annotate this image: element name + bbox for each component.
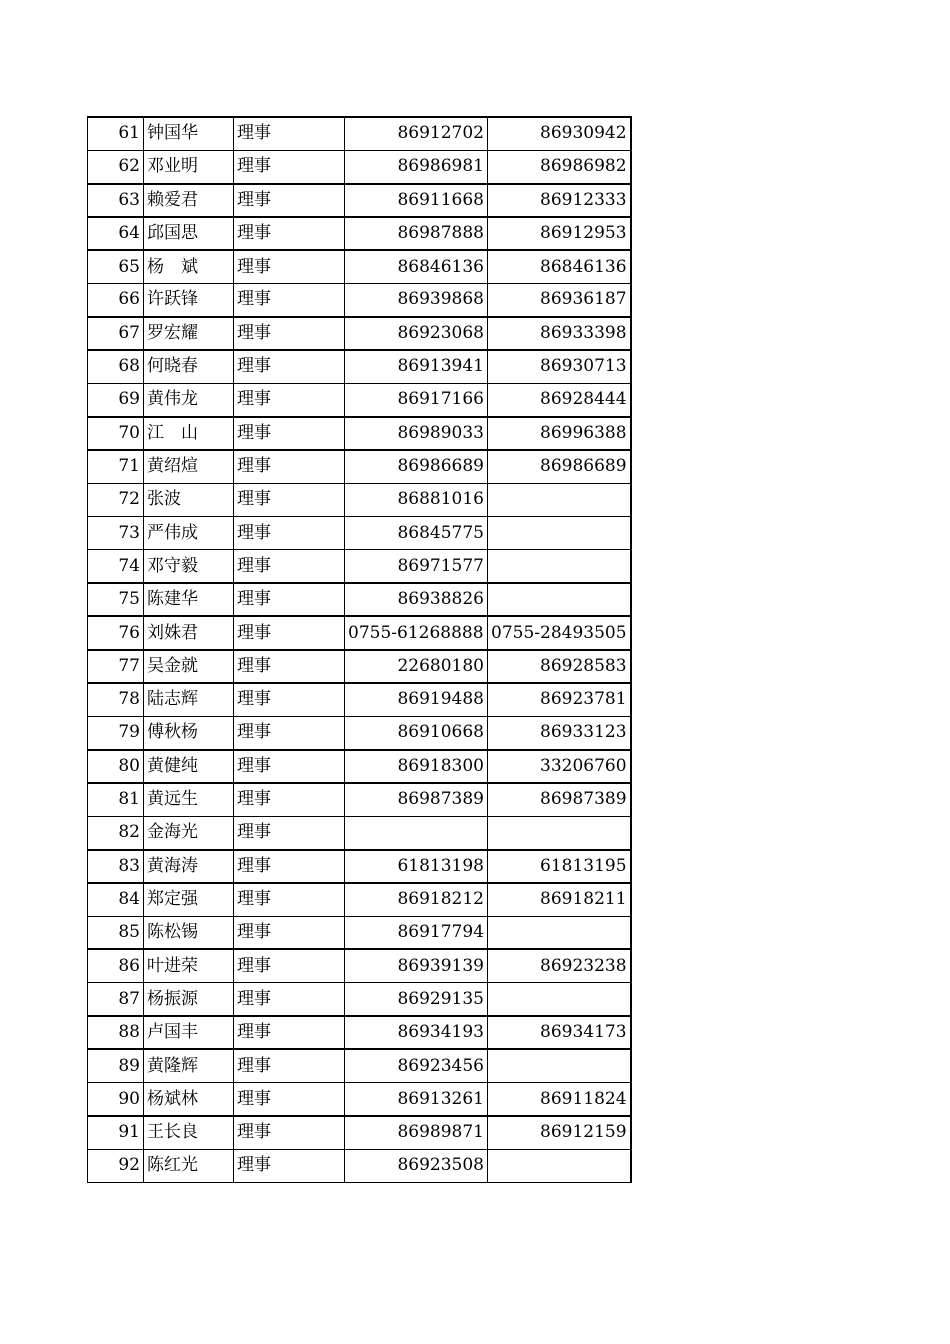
table-row [88, 217, 631, 250]
table-row [88, 583, 631, 616]
table-row [88, 450, 631, 483]
member-role-cell: 理事 [234, 1049, 345, 1082]
member-name-cell: 陈红光 [144, 1149, 234, 1182]
phone-secondary-cell: 86930713 [488, 350, 631, 383]
member-role-cell: 理事 [234, 317, 345, 350]
member-role-cell: 理事 [234, 417, 345, 450]
row-number-cell: 67 [88, 317, 144, 350]
row-number-cell: 72 [88, 483, 144, 516]
phone-primary-cell: 86923456 [345, 1049, 488, 1082]
table-row [88, 383, 631, 416]
phone-secondary-cell: 86936187 [488, 283, 631, 316]
table-row [88, 683, 631, 716]
row-number-cell: 78 [88, 683, 144, 716]
phone-secondary-cell: 86986982 [488, 150, 631, 183]
row-number-cell: 83 [88, 850, 144, 883]
table-row [88, 816, 631, 849]
row-number-cell: 82 [88, 816, 144, 849]
table-row [88, 350, 631, 383]
row-number-cell: 65 [88, 250, 144, 283]
member-role-cell: 理事 [234, 750, 345, 783]
member-name-cell: 黄远生 [144, 783, 234, 816]
phone-primary-cell: 86939868 [345, 283, 488, 316]
phone-secondary-cell: 86912333 [488, 184, 631, 217]
table-row [88, 1116, 631, 1149]
member-role-cell: 理事 [234, 1149, 345, 1182]
phone-secondary-cell [488, 983, 631, 1016]
phone-primary-cell: 86986689 [345, 450, 488, 483]
member-role-cell: 理事 [234, 650, 345, 683]
member-role-cell: 理事 [234, 583, 345, 616]
phone-secondary-cell [488, 916, 631, 949]
member-name-cell: 杨振源 [144, 983, 234, 1016]
table-row [88, 550, 631, 583]
member-name-cell: 叶进荣 [144, 949, 234, 982]
phone-primary-cell: 86913941 [345, 350, 488, 383]
phone-secondary-cell: 86911824 [488, 1083, 631, 1116]
phone-primary-cell: 86917794 [345, 916, 488, 949]
table-row [88, 949, 631, 982]
member-name-cell: 黄海涛 [144, 850, 234, 883]
phone-primary-cell: 22680180 [345, 650, 488, 683]
member-role-cell: 理事 [234, 550, 345, 583]
member-name-cell: 卢国丰 [144, 1016, 234, 1049]
phone-primary-cell: 86986981 [345, 150, 488, 183]
phone-primary-cell: 86934193 [345, 1016, 488, 1049]
table-row [88, 783, 631, 816]
phone-primary-cell: 86989871 [345, 1116, 488, 1149]
row-number-cell: 68 [88, 350, 144, 383]
phone-primary-cell: 86910668 [345, 716, 488, 749]
phone-secondary-cell: 0755-28493505 [488, 616, 631, 649]
member-name-cell: 张波 [144, 483, 234, 516]
member-name-cell: 金海光 [144, 816, 234, 849]
table-row [88, 184, 631, 217]
phone-primary-cell: 86846136 [345, 250, 488, 283]
row-number-cell: 61 [88, 117, 144, 150]
phone-secondary-cell: 86928444 [488, 383, 631, 416]
member-name-cell: 刘姝君 [144, 616, 234, 649]
member-name-cell: 钟国华 [144, 117, 234, 150]
table-row [88, 750, 631, 783]
member-name-cell: 赖爱君 [144, 184, 234, 217]
row-number-cell: 90 [88, 1083, 144, 1116]
phone-primary-cell: 86923508 [345, 1149, 488, 1182]
member-name-cell: 陈松锡 [144, 916, 234, 949]
phone-primary-cell: 0755-61268888 [345, 616, 488, 649]
member-role-cell: 理事 [234, 483, 345, 516]
member-name-cell: 黄健纯 [144, 750, 234, 783]
member-role-cell: 理事 [234, 1083, 345, 1116]
row-number-cell: 80 [88, 750, 144, 783]
row-number-cell: 69 [88, 383, 144, 416]
member-name-cell: 傅秋杨 [144, 716, 234, 749]
phone-primary-cell: 86881016 [345, 483, 488, 516]
member-name-cell: 严伟成 [144, 517, 234, 550]
table-row [88, 616, 631, 649]
table-row [88, 850, 631, 883]
table-row [88, 417, 631, 450]
phone-primary-cell: 86987389 [345, 783, 488, 816]
table-row [88, 317, 631, 350]
table-row [88, 1149, 631, 1182]
member-role-cell: 理事 [234, 117, 345, 150]
phone-secondary-cell: 86918211 [488, 883, 631, 916]
table-row [88, 117, 631, 150]
row-number-cell: 74 [88, 550, 144, 583]
table-row [88, 1083, 631, 1116]
member-role-cell: 理事 [234, 850, 345, 883]
row-number-cell: 79 [88, 716, 144, 749]
phone-secondary-cell: 61813195 [488, 850, 631, 883]
member-name-cell: 杨 斌 [144, 250, 234, 283]
member-role-cell: 理事 [234, 716, 345, 749]
phone-secondary-cell: 86933123 [488, 716, 631, 749]
row-number-cell: 70 [88, 417, 144, 450]
member-name-cell: 何晓春 [144, 350, 234, 383]
member-name-cell: 黄绍煊 [144, 450, 234, 483]
member-role-cell: 理事 [234, 383, 345, 416]
member-name-cell: 许跃锋 [144, 283, 234, 316]
phone-secondary-cell: 86933398 [488, 317, 631, 350]
member-name-cell: 王长良 [144, 1116, 234, 1149]
member-role-cell: 理事 [234, 783, 345, 816]
roster-table-body [88, 117, 631, 1183]
row-number-cell: 62 [88, 150, 144, 183]
member-name-cell: 杨斌林 [144, 1083, 234, 1116]
table-row [88, 517, 631, 550]
phone-primary-cell: 86912702 [345, 117, 488, 150]
phone-secondary-cell [488, 483, 631, 516]
row-number-cell: 84 [88, 883, 144, 916]
row-number-cell: 76 [88, 616, 144, 649]
table-row [88, 983, 631, 1016]
member-role-cell: 理事 [234, 283, 345, 316]
roster-table [87, 116, 632, 1183]
row-number-cell: 73 [88, 517, 144, 550]
member-role-cell: 理事 [234, 983, 345, 1016]
row-number-cell: 89 [88, 1049, 144, 1082]
member-role-cell: 理事 [234, 883, 345, 916]
phone-secondary-cell [488, 517, 631, 550]
phone-primary-cell [345, 816, 488, 849]
phone-primary-cell: 86918300 [345, 750, 488, 783]
member-role-cell: 理事 [234, 1016, 345, 1049]
member-name-cell: 陈建华 [144, 583, 234, 616]
phone-secondary-cell [488, 1049, 631, 1082]
phone-primary-cell: 86845775 [345, 517, 488, 550]
row-number-cell: 92 [88, 1149, 144, 1182]
phone-secondary-cell: 86930942 [488, 117, 631, 150]
member-role-cell: 理事 [234, 150, 345, 183]
member-name-cell: 黄隆辉 [144, 1049, 234, 1082]
phone-secondary-cell: 86923238 [488, 949, 631, 982]
member-role-cell: 理事 [234, 616, 345, 649]
row-number-cell: 64 [88, 217, 144, 250]
member-name-cell: 邓守毅 [144, 550, 234, 583]
row-number-cell: 88 [88, 1016, 144, 1049]
row-number-cell: 91 [88, 1116, 144, 1149]
phone-primary-cell: 86987888 [345, 217, 488, 250]
table-row [88, 150, 631, 183]
phone-secondary-cell: 86912953 [488, 217, 631, 250]
member-role-cell: 理事 [234, 916, 345, 949]
member-name-cell: 黄伟龙 [144, 383, 234, 416]
member-role-cell: 理事 [234, 683, 345, 716]
table-row [88, 250, 631, 283]
member-name-cell: 郑定强 [144, 883, 234, 916]
row-number-cell: 71 [88, 450, 144, 483]
row-number-cell: 77 [88, 650, 144, 683]
phone-secondary-cell: 86923781 [488, 683, 631, 716]
table-row [88, 916, 631, 949]
phone-primary-cell: 86939139 [345, 949, 488, 982]
phone-secondary-cell [488, 1149, 631, 1182]
phone-secondary-cell: 33206760 [488, 750, 631, 783]
phone-secondary-cell: 86846136 [488, 250, 631, 283]
member-role-cell: 理事 [234, 450, 345, 483]
row-number-cell: 86 [88, 949, 144, 982]
table-row [88, 650, 631, 683]
member-role-cell: 理事 [234, 217, 345, 250]
phone-secondary-cell: 86987389 [488, 783, 631, 816]
phone-secondary-cell [488, 816, 631, 849]
phone-primary-cell: 86919488 [345, 683, 488, 716]
phone-primary-cell: 86989033 [345, 417, 488, 450]
table-row [88, 716, 631, 749]
phone-primary-cell: 61813198 [345, 850, 488, 883]
table-row [88, 483, 631, 516]
phone-secondary-cell: 86928583 [488, 650, 631, 683]
phone-primary-cell: 86938826 [345, 583, 488, 616]
member-name-cell: 吴金就 [144, 650, 234, 683]
row-number-cell: 63 [88, 184, 144, 217]
phone-primary-cell: 86971577 [345, 550, 488, 583]
member-name-cell: 陆志辉 [144, 683, 234, 716]
phone-secondary-cell: 86912159 [488, 1116, 631, 1149]
member-name-cell: 邓业明 [144, 150, 234, 183]
phone-secondary-cell: 86996388 [488, 417, 631, 450]
member-role-cell: 理事 [234, 350, 345, 383]
row-number-cell: 81 [88, 783, 144, 816]
phone-secondary-cell [488, 550, 631, 583]
member-role-cell: 理事 [234, 1116, 345, 1149]
phone-primary-cell: 86918212 [345, 883, 488, 916]
table-row [88, 883, 631, 916]
member-role-cell: 理事 [234, 816, 345, 849]
table-row [88, 1049, 631, 1082]
member-name-cell: 罗宏耀 [144, 317, 234, 350]
member-role-cell: 理事 [234, 517, 345, 550]
table-row [88, 1016, 631, 1049]
phone-primary-cell: 86923068 [345, 317, 488, 350]
phone-secondary-cell: 86986689 [488, 450, 631, 483]
phone-secondary-cell [488, 583, 631, 616]
member-role-cell: 理事 [234, 949, 345, 982]
row-number-cell: 75 [88, 583, 144, 616]
member-role-cell: 理事 [234, 250, 345, 283]
phone-primary-cell: 86911668 [345, 184, 488, 217]
member-role-cell: 理事 [234, 184, 345, 217]
row-number-cell: 85 [88, 916, 144, 949]
row-number-cell: 66 [88, 283, 144, 316]
member-name-cell: 邱国思 [144, 217, 234, 250]
phone-secondary-cell: 86934173 [488, 1016, 631, 1049]
phone-primary-cell: 86913261 [345, 1083, 488, 1116]
row-number-cell: 87 [88, 983, 144, 1016]
phone-primary-cell: 86917166 [345, 383, 488, 416]
member-name-cell: 江 山 [144, 417, 234, 450]
table-row [88, 283, 631, 316]
phone-primary-cell: 86929135 [345, 983, 488, 1016]
